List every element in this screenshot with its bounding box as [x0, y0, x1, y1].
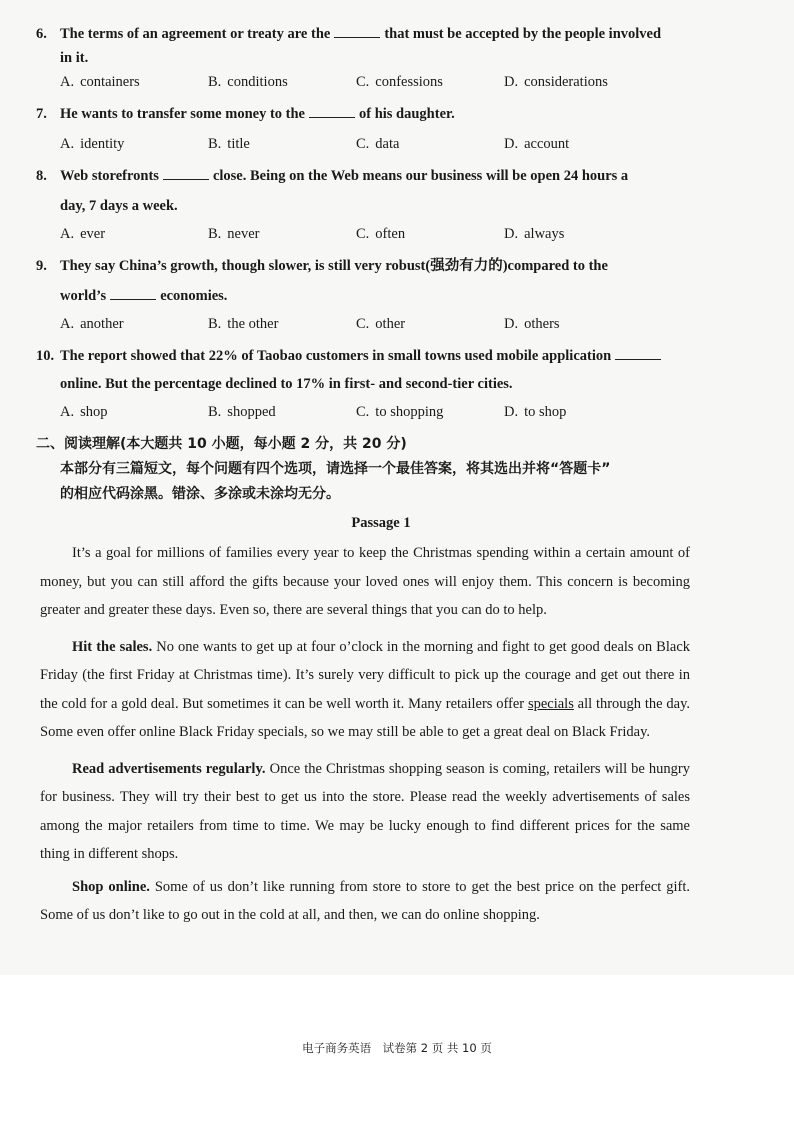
- option-b: B. shopped: [208, 404, 276, 420]
- options-row: [36, 222, 686, 246]
- options-row: [36, 132, 686, 156]
- question-stem-post: close. Being on the Web means our business will be open 24 hours a: [212, 168, 629, 184]
- answer-blank: [163, 167, 209, 180]
- section-heading: 二、阅读理解(本大题共 10 小题，每小题 2 分，共 20 分): [36, 436, 407, 452]
- question-text: The report showed that 22% of Taobao customers in small towns used mobile application: [60, 344, 665, 368]
- option-d: D. always: [504, 226, 565, 242]
- option-a: A. another: [60, 316, 124, 332]
- answer-blank: [334, 25, 380, 38]
- option-c: C. often: [356, 226, 406, 242]
- question-9: [36, 254, 686, 336]
- option-c: C. other: [356, 316, 406, 332]
- answer-blank: [309, 105, 355, 118]
- options-row: [36, 70, 686, 94]
- underlined-word: specials: [527, 695, 574, 712]
- option-d: D. considerations: [504, 74, 608, 90]
- option-b: B. conditions: [208, 74, 288, 90]
- question-continuation: world’s economies.: [60, 288, 228, 304]
- paragraph-heading: Hit the sales.: [72, 638, 153, 655]
- passage-paragraph-2: Hit the sales. No one wants to get up at four o’clock in the morning and fight to get good deals on Black Friday (the first Friday at Christmas time). It’s surely very difficult to pick up the courage and get out there in the cold for a gold deal. But sometimes it can be well worth it. Many retailers offer specials all through the day. Some even offer online Black Friday specials, so we may still be able to get a great deal on Black Friday.: [40, 638, 691, 740]
- passage-paragraph-4: Shop online. Some of us don’t like running from store to store to get the best price on the perfect gift. Some of us don’t like to go out in the cold at all, and then, we can do online shopping.: [40, 878, 690, 923]
- question-continuation: day, 7 days a week.: [60, 198, 178, 214]
- answer-blank: [110, 287, 156, 300]
- option-a: A. identity: [60, 136, 125, 152]
- question-6: [36, 22, 686, 94]
- question-8: [36, 164, 686, 246]
- page-footer: 电子商务英语 试卷第 2 页 共 10 页: [302, 1041, 492, 1055]
- exam-content: [36, 22, 691, 930]
- option-b: B. the other: [208, 316, 279, 332]
- question-number: 8.: [36, 168, 47, 184]
- option-d: D. account: [504, 136, 570, 152]
- options-row: [36, 312, 686, 336]
- question-number: 6.: [36, 26, 47, 42]
- question-10: [36, 344, 686, 424]
- option-d: D. to shop: [504, 404, 567, 420]
- question-stem-pre: Web storefronts: [60, 168, 159, 184]
- question-text: [60, 164, 628, 188]
- question-number: 10.: [36, 348, 55, 364]
- option-b: B. title: [208, 136, 250, 152]
- option-a: A. ever: [60, 226, 106, 242]
- question-text: [60, 102, 455, 126]
- paragraph-heading: Shop online.: [72, 878, 150, 895]
- option-a: A. containers: [60, 74, 140, 90]
- question-text: [60, 22, 661, 46]
- option-d: D. others: [504, 316, 560, 332]
- section-instructions-line-2: 的相应代码涂黑。错涂、多涂或未涂均无分。: [60, 486, 340, 502]
- option-c: C. to shopping: [356, 404, 444, 420]
- question-7: [36, 102, 686, 156]
- passage-title: Passage 1: [351, 515, 411, 531]
- option-a: A. shop: [60, 404, 108, 420]
- answer-blank: [615, 347, 661, 360]
- question-stem-pre: The terms of an agreement or treaty are the: [60, 26, 331, 42]
- question-continuation: in it.: [60, 50, 89, 66]
- option-b: B. never: [208, 226, 260, 242]
- passage-paragraph-3: Read advertisements regularly. Once the Christmas shopping season is coming, retailers will be hungry for business. They will try their best to get us into the store. Please read the weekly advertisements of sales among the major retailers from time to time. We may be lucky enough to find different prices for the same thing in different shops.: [40, 760, 691, 862]
- question-text: They say China’s growth, though slower, is still very robust(强劲有力的)compared to the: [60, 258, 608, 274]
- question-number: 9.: [36, 258, 47, 274]
- option-c: C. data: [356, 136, 400, 152]
- question-stem-post: of his daughter.: [358, 106, 455, 122]
- passage-paragraph-1: It’s a goal for millions of families every year to keep the Christmas spending within a certain amount of money, but you can still afford the gifts because your loved ones will enjoy them. This concern is becoming greater and greater these days. Even so, there are several things that you can do to help.: [40, 545, 690, 618]
- options-row: [36, 400, 686, 424]
- question-number: 7.: [36, 106, 47, 122]
- question-stem-pre: He wants to transfer some money to the: [60, 106, 305, 122]
- section-instructions-line-1: 本部分有三篇短文，每个问题有四个选项，请选择一个最佳答案，将其选出并将“答题卡”: [60, 461, 611, 477]
- option-c: C. confessions: [356, 74, 443, 90]
- paragraph-heading: Read advertisements regularly.: [72, 760, 266, 777]
- question-stem-post: that must be accepted by the people involved: [384, 26, 662, 42]
- question-continuation: online. But the percentage declined to 17% in first- and second-tier cities.: [60, 376, 513, 392]
